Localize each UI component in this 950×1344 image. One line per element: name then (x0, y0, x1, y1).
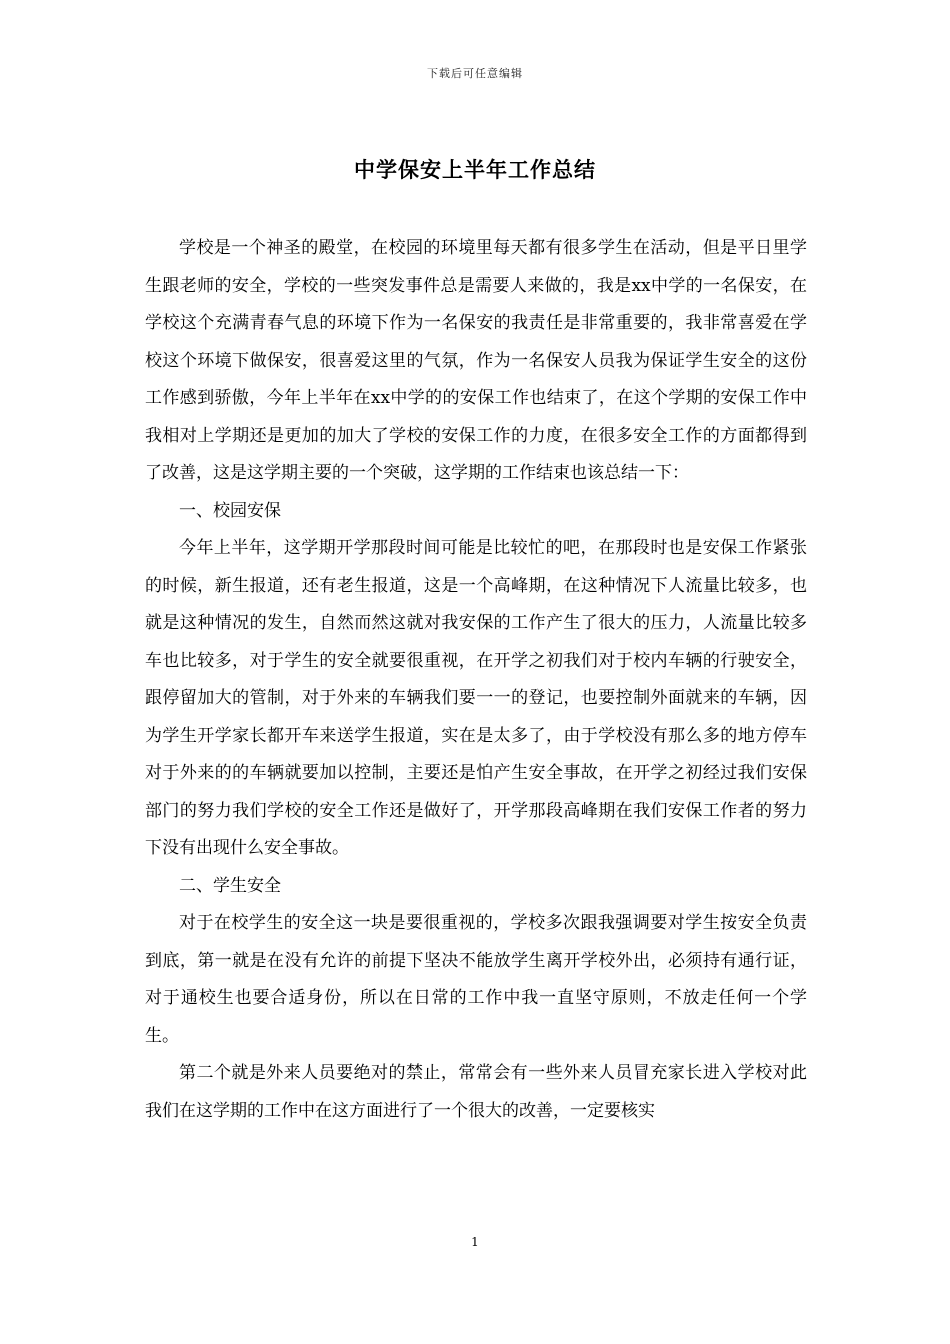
section-heading-campus-security: 一、校园安保 (179, 500, 281, 521)
paragraph-campus-security: 今年上半年，这学期开学那段时间可能是比较忙的吧，在那段时也是安保工作紧张的时候，新生报道，还有老生报道，这是一个高峰期，在这种情况下人流量比较多，也就是这种情况的发生，自然而然这就对我安保的工作产生了很大的压力，人流量比较多车也比较多，对于学生的安全就要很重视，在开学之初我们对于校内车辆的行驶安全，跟停留加大的管制，对于外来的车辆我们要一一的登记，也要控制外面就来的车辆，因为学生开学家长都开车来送学生报道，实在是太多了，由于学校没有那么多的地方停车对于外来的的车辆就要加以控制，主要还是怕产生安全事故，在开学之初经过我们安保部门的努力我们学校的安全工作还是做好了，开学那段高峰期在我们安保工作者的努力下没有出现什么安全事故。 (145, 538, 807, 858)
document-body (145, 230, 807, 1130)
paragraph-outsiders: 第二个就是外来人员要绝对的禁止，常常会有一些外来人员冒充家长进入学校对此我们在这学期的工作中在这方面进行了一个很大的改善，一定要核实 (145, 1063, 807, 1121)
document-title: 中学保安上半年工作总结 (354, 158, 596, 182)
paragraph-intro: 学校是一个神圣的殿堂，在校园的环境里每天都有很多学生在活动，但是平日里学生跟老师的安全，学校的一些突发事件总是需要人来做的，我是xx中学的一名保安，在学校这个充满青春气息的环境下作为一名保安的我责任是非常重要的，我非常喜爱在学校这个环境下做保安，很喜爱这里的气氛，作为一名保安人员我为保证学生安全的这份工作感到骄傲，今年上半年在xx中学的的安保工作也结束了，在这个学期的安保工作中我相对上学期还是更加的加大了学校的安保工作的力度，在很多安全工作的方面都得到了改善，这是这学期主要的一个突破，这学期的工作结束也该总结一下： (145, 238, 807, 483)
section-heading-student-safety: 二、学生安全 (179, 875, 281, 896)
page-number: 1 (471, 1235, 479, 1249)
paragraph-student-safety: 对于在校学生的安全这一块是要很重视的，学校多次跟我强调要对学生按安全负责到底，第一就是在没有允许的前提下坚决不能放学生离开学校外出，必须持有通行证，对于通校生也要合适身份，所以在日常的工作中我一直坚守原则，不放走任何一个学生。 (145, 913, 807, 1046)
page-header: 下载后可任意编辑 (427, 67, 523, 80)
